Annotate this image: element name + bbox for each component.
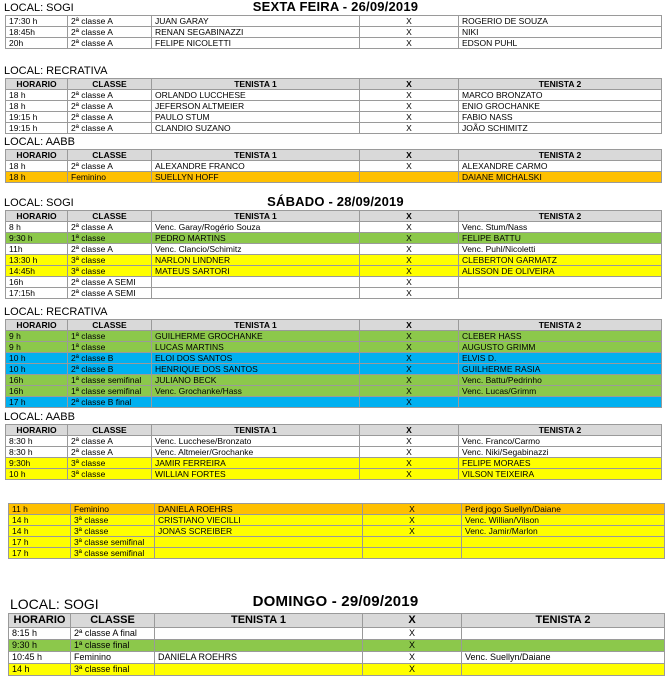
table-cell: 2ª classe B [68,364,152,375]
table-cell: X [360,16,459,27]
column-header: TENISTA 2 [459,150,662,161]
table-cell [462,628,665,640]
table-row [6,112,662,123]
table-row [6,447,662,458]
table-cell: X [363,628,462,640]
location-label: LOCAL: SOGI [10,596,99,612]
table-cell: X [360,222,459,233]
schedule-section [0,305,671,408]
table-cell: X [360,386,459,397]
table-cell: 1ª classe [68,342,152,353]
table-cell: 3ª classe [68,255,152,266]
schedule-table [8,503,665,559]
section-header [0,64,671,78]
table-cell [363,548,462,559]
table-row [6,353,662,364]
table-row [6,27,662,38]
column-header: HORARIO [9,614,71,628]
schedule-section [0,593,671,676]
column-header: HORARIO [6,79,68,90]
table-cell: DANIELA ROEHRS [155,504,363,515]
table-cell: X [363,664,462,676]
table-row [9,526,665,537]
table-cell: CLANDIO SUZANO [152,123,360,134]
table-cell: 20h [6,38,68,49]
column-header: TENISTA 2 [462,614,665,628]
table-cell: Venc. Lucchese/Bronzato [152,436,360,447]
table-cell: X [360,90,459,101]
table-cell: 18:45h [6,27,68,38]
schedule-table [8,613,665,676]
table-cell: X [360,112,459,123]
table-cell: 9:30h [6,458,68,469]
table-cell: Venc. Battu/Pedrinho [459,375,662,386]
table-cell: 3ª classe semifinal [71,548,155,559]
table-cell: 2ª classe A final [71,628,155,640]
table-cell: 2ª classe B final [68,397,152,408]
schedule-table [5,149,662,183]
column-header: CLASSE [68,211,152,222]
table-row [6,386,662,397]
table-cell: ALEXANDRE CARMO [459,161,662,172]
table-cell: WILLIAN FORTES [152,469,360,480]
table-cell: Venc. Niki/Segabinazzi [459,447,662,458]
table-cell: X [363,515,462,526]
table-cell: 14 h [9,515,71,526]
table-cell: X [363,526,462,537]
column-header: TENISTA 1 [152,79,360,90]
table-cell [155,628,363,640]
location-label: LOCAL: RECRATIVA [4,65,108,77]
schedule-section [0,1,671,49]
table-cell: 18 h [6,172,68,183]
location-label: LOCAL: AABB [4,136,75,148]
table-cell [152,397,360,408]
schedule-table [5,319,662,408]
table-cell: LUCAS MARTINS [152,342,360,353]
table-cell: GUILHERME GROCHANKE [152,331,360,342]
column-header: X [360,211,459,222]
table-row [6,38,662,49]
table-cell [363,537,462,548]
table-cell: 9 h [6,342,68,353]
table-cell: EDSON PUHL [459,38,662,49]
table-cell: 11 h [9,504,71,515]
table-row [6,266,662,277]
column-header: TENISTA 1 [152,320,360,331]
table-cell: 3ª classe semifinal [71,537,155,548]
column-header: TENISTA 1 [152,425,360,436]
section-header [0,1,671,15]
table-cell: JULIANO BECK [152,375,360,386]
table-cell: X [360,27,459,38]
table-row [6,244,662,255]
column-header: TENISTA 1 [152,150,360,161]
day-title: DOMINGO - 29/09/2019 [252,593,419,610]
table-cell: Feminino [68,172,152,183]
table-cell: Venc. Suellyn/Daiane [462,652,665,664]
section-header [0,410,671,424]
table-row [6,331,662,342]
column-header: TENISTA 2 [459,211,662,222]
table-row [6,233,662,244]
table-cell: X [360,331,459,342]
table-cell [152,288,360,299]
table-cell [462,537,665,548]
table-cell: X [360,342,459,353]
table-cell: 3ª classe [68,458,152,469]
table-cell: 2ª classe A [68,16,152,27]
table-cell [462,640,665,652]
table-cell [155,548,363,559]
table-cell: 18 h [6,90,68,101]
table-header-row [6,150,662,161]
table-cell: 1ª classe final [71,640,155,652]
column-header: X [360,79,459,90]
table-cell: 17:30 h [6,16,68,27]
table-cell [459,288,662,299]
table-cell: NARLON LINDNER [152,255,360,266]
table-cell: 1ª classe [68,331,152,342]
column-header: TENISTA 1 [152,211,360,222]
table-cell: 2ª classe A SEMI [68,288,152,299]
table-cell: DAIANE MICHALSKI [459,172,662,183]
table-cell: 3ª classe final [71,664,155,676]
column-header: X [363,614,462,628]
table-cell: X [363,652,462,664]
table-cell: X [360,255,459,266]
table-row [6,342,662,353]
table-row [6,436,662,447]
table-cell: Venc. Willian/Vilson [462,515,665,526]
table-row [6,172,662,183]
table-cell: CLEBERTON GARMATZ [459,255,662,266]
table-cell: 17:15h [6,288,68,299]
table-cell: 2ª classe A [68,112,152,123]
table-header-row [9,614,665,628]
table-cell: Venc. Stum/Nass [459,222,662,233]
table-cell: 2ª classe A [68,447,152,458]
table-cell: 2ª classe A [68,161,152,172]
table-cell: X [363,504,462,515]
table-cell: FELIPE NICOLETTI [152,38,360,49]
table-cell: 2ª classe A [68,436,152,447]
schedule-section [0,135,671,183]
table-cell: JUAN GARAY [152,16,360,27]
table-cell: 10 h [6,364,68,375]
table-cell: 3ª classe [68,469,152,480]
table-cell: GUILHERME RASIA [459,364,662,375]
day-title: SEXTA FEIRA - 26/09/2019 [252,0,419,14]
table-header-row [6,425,662,436]
table-row [6,397,662,408]
schedule-table [5,210,662,299]
table-cell [462,664,665,676]
schedule-table [5,15,662,49]
table-cell: Feminino [71,504,155,515]
table-row [6,469,662,480]
table-cell: JEFERSON ALTMEIER [152,101,360,112]
table-cell: 2ª classe A [68,90,152,101]
table-row [9,640,665,652]
table-cell: Venc. Puhl/Nicoletti [459,244,662,255]
table-cell: DANIELA ROEHRS [155,652,363,664]
table-cell: 1ª classe semifinal [68,375,152,386]
table-cell: Feminino [71,652,155,664]
table-cell: FELIPE BATTU [459,233,662,244]
table-cell: JOÃO SCHIMITZ [459,123,662,134]
table-row [6,90,662,101]
table-cell: 18 h [6,101,68,112]
table-cell: 8:30 h [6,436,68,447]
table-cell: X [360,458,459,469]
table-cell: NIKI [459,27,662,38]
column-header: HORARIO [6,150,68,161]
table-row [6,161,662,172]
column-header: TENISTA 2 [459,79,662,90]
table-cell: FABIO NASS [459,112,662,123]
table-cell: JONAS SCREIBER [155,526,363,537]
column-header: TENISTA 2 [459,320,662,331]
table-cell: Venc. Franco/Carmo [459,436,662,447]
location-label: LOCAL: SOGI [4,197,74,209]
table-row [9,664,665,676]
table-cell: X [360,447,459,458]
table-cell [155,537,363,548]
table-cell: FELIPE MORAES [459,458,662,469]
day-title: SÁBADO - 28/09/2019 [267,194,404,209]
table-cell [360,172,459,183]
table-cell: Venc. Garay/Rogério Souza [152,222,360,233]
table-cell: HENRIQUE DOS SANTOS [152,364,360,375]
table-cell: X [360,397,459,408]
table-cell: 14 h [9,526,71,537]
table-row [6,222,662,233]
table-cell: 19:15 h [6,123,68,134]
table-cell: X [360,364,459,375]
table-row [6,123,662,134]
table-cell [459,397,662,408]
schedule-section [0,410,671,480]
table-cell: ELVIS D. [459,353,662,364]
table-cell: Venc. Lucas/Grimm [459,386,662,397]
table-row [9,504,665,515]
table-row [9,628,665,640]
location-label: LOCAL: SOGI [4,2,74,14]
table-cell: 2ª classe A [68,101,152,112]
table-cell: X [360,375,459,386]
table-cell: 18 h [6,161,68,172]
column-header: X [360,320,459,331]
table-cell: 10 h [6,353,68,364]
table-cell: JAMIR FERREIRA [152,458,360,469]
table-cell: 16h [6,375,68,386]
column-header: HORARIO [6,320,68,331]
table-cell: 8:15 h [9,628,71,640]
table-row [9,548,665,559]
column-header: X [360,150,459,161]
table-cell: 3ª classe [71,515,155,526]
column-header: TENISTA 1 [155,614,363,628]
table-cell: 2ª classe A SEMI [68,277,152,288]
column-header: CLASSE [68,320,152,331]
table-cell: X [360,288,459,299]
table-cell: 16h [6,277,68,288]
table-cell: 19:15 h [6,112,68,123]
table-cell: 9 h [6,331,68,342]
table-cell: 14 h [9,664,71,676]
table-row [6,288,662,299]
table-cell [459,277,662,288]
table-row [9,652,665,664]
table-cell: PEDRO MARTINS [152,233,360,244]
table-cell: X [363,640,462,652]
table-header-row [6,79,662,90]
table-header-row [6,320,662,331]
table-cell: X [360,469,459,480]
table-row [6,458,662,469]
table-cell: X [360,123,459,134]
column-header: CLASSE [68,425,152,436]
table-cell: ENIO GROCHANKE [459,101,662,112]
table-cell: 8 h [6,222,68,233]
section-header [0,593,671,613]
table-cell: 16h [6,386,68,397]
table-cell: 2ª classe A [68,222,152,233]
table-cell: 17 h [6,397,68,408]
table-cell: 2ª classe A [68,27,152,38]
table-row [6,375,662,386]
table-cell: RENAN SEGABINAZZI [152,27,360,38]
table-cell: VILSON TEIXEIRA [459,469,662,480]
table-cell: PAULO STUM [152,112,360,123]
section-header [0,135,671,149]
table-cell: 1ª classe semifinal [68,386,152,397]
table-cell: X [360,38,459,49]
location-label: LOCAL: RECRATIVA [4,306,108,318]
location-label: LOCAL: AABB [4,411,75,423]
table-cell: ELOI DOS SANTOS [152,353,360,364]
table-cell: X [360,436,459,447]
table-row [6,364,662,375]
table-cell: 2ª classe B [68,353,152,364]
schedule-section [0,503,671,559]
table-cell: X [360,244,459,255]
table-cell: 10:45 h [9,652,71,664]
table-cell: CRISTIANO VIECILLI [155,515,363,526]
column-header: CLASSE [71,614,155,628]
table-cell: MATEUS SARTORI [152,266,360,277]
table-cell: Venc. Jamir/Marlon [462,526,665,537]
table-cell: ORLANDO LUCCHESE [152,90,360,101]
table-cell: SUELLYN HOFF [152,172,360,183]
table-cell: Perd jogo Suellyn/Daiane [462,504,665,515]
schedule-section [0,64,671,134]
column-header: CLASSE [68,150,152,161]
table-row [6,16,662,27]
table-cell: X [360,353,459,364]
table-cell: 2ª classe A [68,244,152,255]
table-row [6,255,662,266]
table-cell [155,640,363,652]
column-header: X [360,425,459,436]
table-cell: X [360,266,459,277]
table-cell: 9:30 h [9,640,71,652]
table-cell [152,277,360,288]
table-cell: 17 h [9,548,71,559]
table-cell: 17 h [9,537,71,548]
table-cell: Venc. Clancio/Schimitz [152,244,360,255]
column-header: TENISTA 2 [459,425,662,436]
table-header-row [6,211,662,222]
column-header: HORARIO [6,425,68,436]
column-header: CLASSE [68,79,152,90]
table-cell: 14:45h [6,266,68,277]
table-cell: X [360,233,459,244]
table-cell: 3ª classe [71,526,155,537]
table-cell: ALISSON DE OLIVEIRA [459,266,662,277]
table-cell: Venc. Grochanke/Hass [152,386,360,397]
table-cell: CLEBER HASS [459,331,662,342]
section-header [0,305,671,319]
column-header: HORARIO [6,211,68,222]
table-cell: 10 h [6,469,68,480]
table-cell: 9:30 h [6,233,68,244]
table-cell: ROGERIO DE SOUZA [459,16,662,27]
table-cell: X [360,161,459,172]
table-cell: X [360,101,459,112]
table-cell: 13:30 h [6,255,68,266]
table-row [6,277,662,288]
table-cell [155,664,363,676]
schedule-table [5,78,662,134]
table-cell [462,548,665,559]
table-cell: 2ª classe A [68,123,152,134]
table-cell: Venc. Altmeier/Grochanke [152,447,360,458]
table-cell: 2ª classe A [68,38,152,49]
table-cell: X [360,277,459,288]
table-cell: 1ª classe [68,233,152,244]
table-row [9,537,665,548]
table-cell: 3ª classe [68,266,152,277]
table-cell: 11h [6,244,68,255]
table-cell: 8:30 h [6,447,68,458]
table-cell: ALEXANDRE FRANCO [152,161,360,172]
table-row [6,101,662,112]
table-cell: AUGUSTO GRIMM [459,342,662,353]
section-header [0,196,671,210]
table-cell: MARCO BRONZATO [459,90,662,101]
schedule-section [0,196,671,299]
schedule-table [5,424,662,480]
table-row [9,515,665,526]
